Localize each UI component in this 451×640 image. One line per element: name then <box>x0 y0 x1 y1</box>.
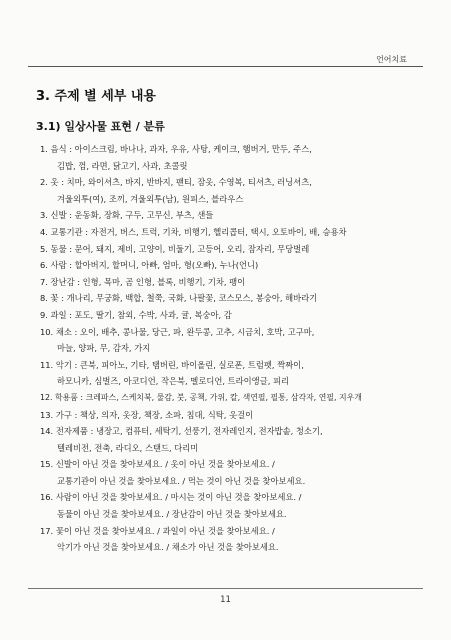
item-text: 12. 학용품 : 크레파스, 스케치북, 물감, 붓, 공책, 가위, 칼, 색연필, 필통, 삼각자, 연필, 지우개 <box>40 392 362 402</box>
item-continuation: 교통기관이 아닌 것을 찾아보세요. / 먹는 것이 아닌 것을 찾아보세요. <box>57 475 306 486</box>
list-item <box>40 224 440 241</box>
item-continuation: 마늘, 양파, 무, 감자, 가지 <box>57 343 151 354</box>
item-continuation: 김밥, 껌, 라면, 닭고기, 사과, 초콜릿 <box>57 160 188 171</box>
page-number: 11 <box>220 595 231 605</box>
item-text: 6. 사람 : 할아버지, 할머니, 아빠, 엄마, 형(오빠), 누나(언니) <box>40 260 259 271</box>
list-item <box>40 274 440 291</box>
item-text: 7. 장난감 : 인형, 목마, 곰 인형, 블록, 비행기, 기차, 팽이 <box>40 276 246 287</box>
item-text: 13. 가구 : 책상, 의자, 옷장, 책장, 소파, 침대, 식탁, 옷걸이 <box>40 409 254 420</box>
list-item <box>40 257 440 274</box>
item-text: 5. 동물 : 문어, 돼지, 제비, 고양이, 비둘기, 고등어, 오리, 잠자리, 무당벌레 <box>40 243 310 254</box>
list-item <box>40 489 440 522</box>
list-item <box>40 523 440 556</box>
header-label: 언어치료 <box>376 55 407 64</box>
list-item <box>40 290 440 307</box>
list-item <box>40 207 440 224</box>
item-text: 10. 채소 : 오이, 배추, 콩나물, 당근, 파, 완두콩, 고추, 시금치, 호박, 고구마, <box>40 326 315 337</box>
item-text: 1. 음식 : 아이스크림, 바나나, 과자, 우유, 사탕, 케이크, 햄버거, 만두, 주스, <box>40 144 312 154</box>
list-item <box>40 141 440 174</box>
list-item <box>40 241 440 258</box>
item-text: 2. 옷 : 치마, 와이셔츠, 바지, 반바지, 팬티, 잠옷, 수영복, 티셔츠, 러닝셔츠, <box>40 177 312 188</box>
item-continuation: 겨울외투(여), 조끼, 겨울외투(남), 원피스, 블라우스 <box>57 193 244 204</box>
item-text: 14. 전자제품 : 냉장고, 컴퓨터, 세탁기, 선풍기, 전자레인지, 전자밥솥, 청소기, <box>40 426 323 437</box>
list-item <box>40 357 440 390</box>
item-text: 17. 꽃이 아닌 것을 찾아보세요. / 과일이 아닌 것을 찾아보세요. / <box>40 525 275 536</box>
item-continuation: 악기가 아닌 것을 찾아보세요. / 채소가 아닌 것을 찾아보세요. <box>57 542 279 553</box>
list-item <box>40 324 440 357</box>
item-text: 8. 꽃 : 개나리, 무궁화, 백합, 철쭉, 국화, 나팔꽃, 코스모스, 봉숭아, 해바라기 <box>40 293 318 304</box>
footer-rule <box>28 588 423 589</box>
category-list <box>40 141 440 556</box>
item-text: 4. 교통기관 : 자전거, 버스, 트럭, 기차, 비행기, 헬리콥터, 택시, 오토바이, 배, 승용차 <box>40 226 347 237</box>
item-text: 15. 신발이 아닌 것을 찾아보세요. / 옷이 아닌 것을 찾아보세요. / <box>40 459 275 470</box>
header-rule <box>28 66 423 67</box>
item-continuation: 동물이 아닌 것을 찾아보세요. / 장난감이 아닌 것을 찾아보세요. <box>57 509 287 520</box>
item-continuation: 텔레비전, 전축, 라디오, 스탠드, 다리미 <box>57 442 199 453</box>
list-item <box>40 174 440 207</box>
list-item <box>40 390 440 407</box>
list-item <box>40 423 440 456</box>
item-continuation: 하모니카, 심벌즈, 아코디언, 작은북, 멜로디언, 트라이앵글, 피리 <box>57 376 290 387</box>
section-title: 3. 주제 별 세부 내용 <box>36 89 156 104</box>
item-text: 16. 사람이 아닌 것을 찾아보세요. / 마시는 것이 아닌 것을 찾아보세요. / <box>40 492 302 503</box>
list-item <box>40 456 440 489</box>
item-text: 9. 과일 : 포도, 딸기, 참외, 수박, 사과, 귤, 복숭아, 감 <box>40 309 232 320</box>
item-text: 3. 신발 : 운동화, 장화, 구두, 고무신, 부츠, 샌들 <box>40 210 214 221</box>
list-item <box>40 407 440 424</box>
subsection-title: 3.1) 일상사물 표현 / 분류 <box>36 120 165 133</box>
list-item <box>40 307 440 324</box>
item-text: 11. 악기 : 큰북, 피아노, 기타, 탬버린, 바이올린, 실로폰, 트럼펫, 짝짜이, <box>40 359 304 370</box>
